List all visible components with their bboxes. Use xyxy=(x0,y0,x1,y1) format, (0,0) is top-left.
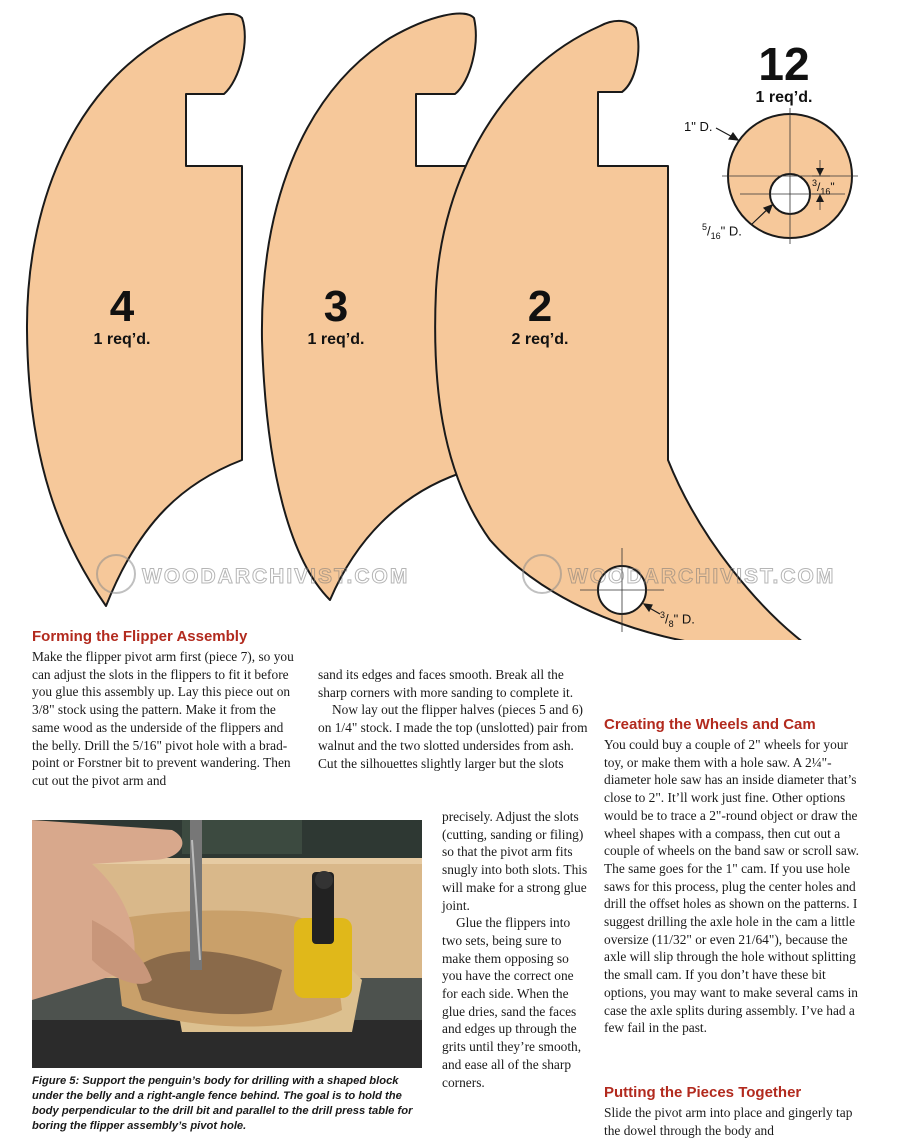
piece-2-label xyxy=(490,284,590,350)
heading-putting-together: Putting the Pieces Together xyxy=(604,1084,802,1101)
fraction-denominator: 8 xyxy=(668,618,674,629)
fraction-numerator: 3 xyxy=(812,178,818,188)
section3-body xyxy=(604,1104,870,1139)
paragraph: Slide the pivot arm into place and gingerly tap the dowel through the body and xyxy=(604,1105,853,1138)
fraction-numerator: 5 xyxy=(702,222,708,232)
section1-col2-lower xyxy=(442,808,590,1091)
paragraph: sand its edges and faces smooth. Break all the sharp corners with more sanding to complete it. xyxy=(318,667,574,700)
fraction-numerator: 3 xyxy=(660,610,666,620)
figure-5-photo xyxy=(32,820,422,1068)
paragraph: You could buy a couple of 2" wheels for your toy, or make them with a hole saw. A 2¼"-diameter hole saw has an inside diameter that’s close to 2". It’ll work just fine. Other options would be to trace a 2"-round object or draw the wheel shapes with a compass, then cut out a couple of wheels on the band saw or scroll saw. The same goes for the 1" cam. If you use hole saws for this process, plug the center holes and drill the offset holes as shown on the patterns. I suggest drilling the axle hole in the cam a little oversize (11/32" or even 21/64"), because the axle will slip through the hole without splitting the small cam. If you don’t have these bit options, you may want to make several cams in case the axle splits during assembly. I’ve had a few fail in the past. xyxy=(604,737,859,1036)
piece-4-label xyxy=(72,284,172,350)
watermark-right: WOODARCHIVIST.COM xyxy=(568,565,836,588)
unit: " D. xyxy=(673,611,695,627)
watermark-badge-right xyxy=(522,554,562,594)
fraction-denominator: 16 xyxy=(820,186,831,197)
paragraph: precisely. Adjust the slots (cutting, sanding or filing) so that the pivot arm fits snugly into both slots. This will make for a strong glue joint. xyxy=(442,809,588,913)
paragraph: Glue the flippers into two sets, being sure to make them opposing so you have the correct one for each side. When the glue dries, sand the faces and edges up through the grits until they’re smooth, and ease all of the sharp corners. xyxy=(442,915,582,1090)
piece-required: 1 req’d. xyxy=(755,89,813,106)
paragraph: Now lay out the flipper halves (pieces 5 and 6) on 1/4" stock. I made the top (unslotted) pair from walnut and the two slotted undersides from ash. Cut the silhouettes slightly larger but the slots xyxy=(318,702,588,771)
watermark-badge-left xyxy=(96,554,136,594)
piece-required: 1 req’d. xyxy=(93,331,151,348)
section1-col2 xyxy=(318,666,588,772)
cam-outer-diameter-label: 1" D. xyxy=(684,119,713,134)
cam-hole-diameter-label: $^5/_{16}$" D. xyxy=(702,222,742,241)
unit: " D. xyxy=(720,223,742,239)
fraction-denominator: 16 xyxy=(710,230,721,241)
heading-wheels-cam: Creating the Wheels and Cam xyxy=(604,716,816,733)
piece-12-label xyxy=(734,40,834,108)
cam-offset-label: $^3/_{16}$" xyxy=(812,178,835,197)
piece-number: 12 xyxy=(758,38,810,90)
heading-forming-flipper: Forming the Flipper Assembly xyxy=(32,628,248,645)
paragraph: Make the flipper pivot arm first (piece 7), so you can adjust the slots in the flippers to fit it before you glue this assembly up. Lay this piece out on 3/8" stock using the pattern. Make it from the same wood as the underside of the flippers and the belly. Drill the 5/16" pivot hole with a brad-point or Forstner bit to prevent wandering. Then cut out the pivot arm and xyxy=(32,649,294,788)
piece-required: 2 req’d. xyxy=(511,331,569,348)
piece-number: 2 xyxy=(527,282,553,331)
piece-required: 1 req’d. xyxy=(307,331,365,348)
figure-5-caption: Figure 5: Support the penguin’s body for drilling with a shaped block under the belly and a right-angle fence behind. The goal is to hold the body perpendicular to the drill bit and parallel to the drill press table for boring the flipper assembly’s pivot hole. xyxy=(32,1075,413,1132)
piece-number: 4 xyxy=(109,282,135,331)
watermark-left: WOODARCHIVIST.COM xyxy=(142,565,410,588)
piece-3-label xyxy=(286,284,386,350)
section2-body xyxy=(604,736,870,1037)
drill-press-illustration xyxy=(32,820,422,1068)
section1-col1 xyxy=(32,648,294,790)
unit: " xyxy=(830,180,835,194)
piece-number: 3 xyxy=(323,282,349,331)
flipper-hole-diameter-label: $^3/_8$" D. xyxy=(660,610,695,629)
